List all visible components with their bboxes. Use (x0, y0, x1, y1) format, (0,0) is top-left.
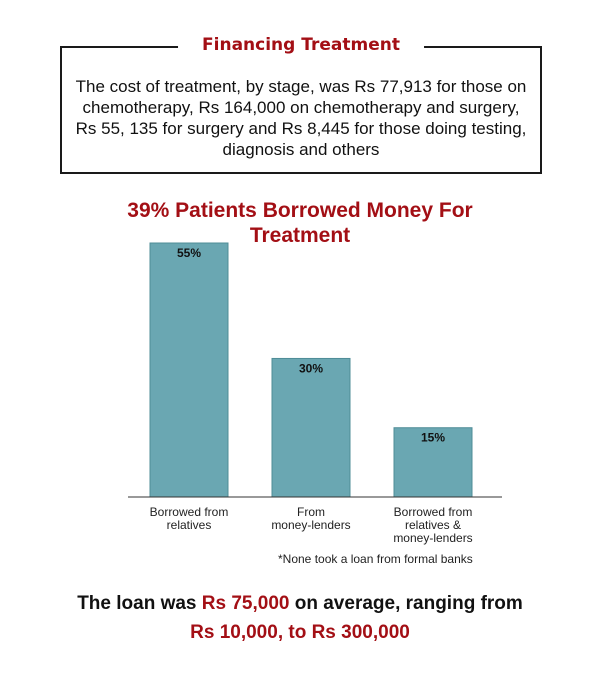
bar-value-label-1: 55% (176, 246, 202, 260)
bar-value-label-3: 15% (420, 430, 446, 445)
category-label-1-line-2: relatives (166, 518, 212, 532)
summary-line-2: Rs 10,000, to Rs 300,000 (190, 622, 410, 643)
category-label-2-line-1: From (297, 505, 325, 519)
category-label-3-line-1: Borrowed from (393, 505, 473, 519)
bar-1 (150, 243, 228, 497)
summary-suffix: on average, ranging from (289, 593, 523, 614)
footnote: *None took a loan from formal banks (278, 552, 473, 566)
summary-line-1 (20, 593, 580, 615)
bar-value-label-2: 30% (298, 361, 324, 376)
category-label-3-line-3: money-lenders (393, 531, 473, 545)
summary-prefix: The loan was (77, 593, 202, 614)
summary-average-loan: Rs 75,000 (201, 593, 290, 614)
category-label-3-line-2: relatives & (404, 518, 462, 532)
info-box-text: The cost of treatment, by stage, was Rs 77,913 for those on chemotherapy, Rs 164,000 on chemotherapy and surgery, Rs 55, 135 for surgery and Rs 8,445 for those doing testing, diagnosis and others (75, 77, 527, 159)
info-box-title: Financing Treatment (178, 35, 424, 55)
category-label-1-line-1: Borrowed from (149, 505, 229, 519)
category-label-2-line-2: money-lenders (271, 518, 351, 532)
bar-2 (272, 358, 350, 497)
chart-title: 39% Patients Borrowed Money For Treatment (127, 199, 473, 247)
